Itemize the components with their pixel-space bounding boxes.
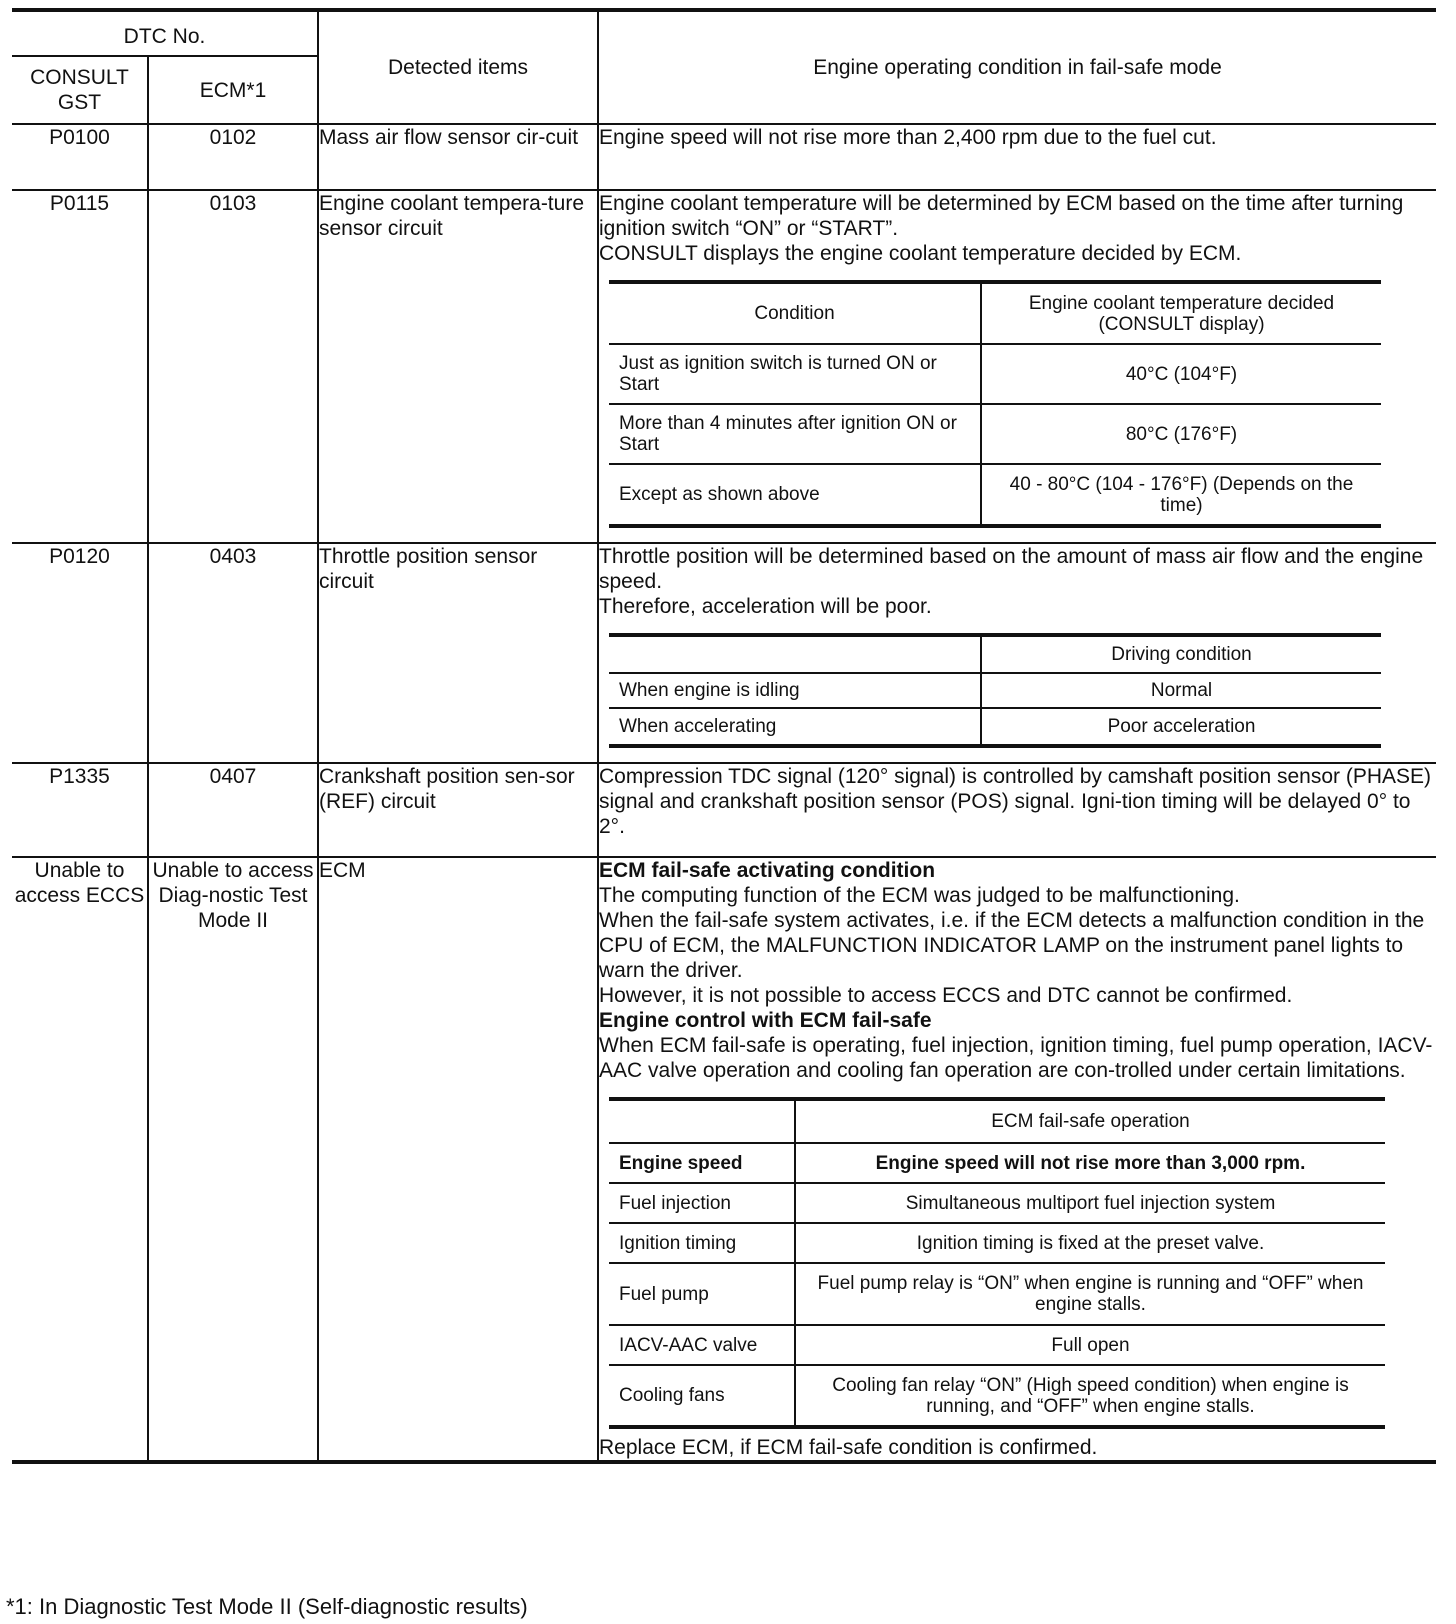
detected-item: ECM	[318, 857, 598, 1462]
ecm-code: 0403	[148, 543, 318, 763]
engine-condition-text: Throttle position will be determined based on the amount of mass air flow and the engine speed. Therefore, acceleration will be poor.	[599, 545, 1424, 618]
ecm-code: 0103	[148, 190, 318, 543]
subtable-cell: Fuel injection	[609, 1183, 795, 1223]
ecm-code: Unable to access Diag-nostic Test Mode II	[148, 857, 318, 1462]
section-heading: ECM fail-safe activating condition	[599, 859, 936, 882]
table-row	[12, 763, 1436, 857]
ecm-code: 0407	[148, 763, 318, 857]
consult-code: Unable to access ECCS	[12, 857, 148, 1462]
ecm-code: 0102	[148, 124, 318, 190]
engine-condition-text: Compression TDC signal (120° signal) is controlled by camshaft position sensor (PHASE) signal and crankshaft position sensor (POS) signal. Igni-tion timing will be delayed 0° to 2°.	[598, 763, 1436, 857]
engine-condition-text: Engine coolant temperature will be determined by ECM based on the time after turning ignition switch “ON” or “START”. CONSULT displays the engine coolant temperature decided by ECM.	[599, 192, 1404, 265]
coolant-temp-subtable	[609, 280, 1381, 528]
closing-note: Replace ECM, if ECM fail-safe condition is confirmed.	[599, 1436, 1098, 1459]
subtable-header: ECM fail-safe operation	[795, 1099, 1385, 1143]
subtable-cell: When engine is idling	[609, 673, 981, 708]
subtable-cell: Fuel pump relay is “ON” when engine is running and “OFF” when engine stalls.	[795, 1263, 1385, 1325]
subtable-cell: Normal	[981, 673, 1381, 708]
detected-item: Engine coolant tempera-ture sensor circuit	[318, 190, 598, 543]
fail-safe-table	[12, 8, 1436, 1464]
subtable-header: Condition	[609, 282, 981, 344]
subtable-cell: Except as shown above	[609, 464, 981, 526]
ecm-failsafe-subtable	[609, 1097, 1385, 1429]
subtable-header: Driving condition	[981, 635, 1381, 673]
footnote: *1: In Diagnostic Test Mode II (Self-diagnostic results)	[6, 1594, 528, 1619]
engine-condition-text: The computing function of the ECM was judged to be malfunctioning. When the fail-safe system activates, i.e. if the ECM detects a malfunction condition in the CPU of ECM, the MALFUNCTION INDICATOR LAMP on the instrument panel lights to warn the driver. However, it is not possible to access ECCS and DTC cannot be confirmed.	[599, 884, 1425, 1007]
subtable-cell: Cooling fans	[609, 1365, 795, 1427]
engine-condition-text: When ECM fail-safe is operating, fuel injection, ignition timing, fuel pump operation, IACV-AAC valve operation and cooling fan operation are con-trolled under certain limitations.	[599, 1034, 1433, 1082]
consult-code: P0100	[12, 124, 148, 190]
header-consult-gst: CONSULT GST	[12, 56, 148, 124]
subtable-cell: 40 - 80°C (104 - 176°F) (Depends on the time)	[981, 464, 1381, 526]
section-heading: Engine control with ECM fail-safe	[599, 1009, 932, 1032]
subtable-cell: Engine speed will not rise more than 3,000 rpm.	[795, 1143, 1385, 1183]
subtable-cell: Simultaneous multiport fuel injection system	[795, 1183, 1385, 1223]
subtable-cell: 80°C (176°F)	[981, 404, 1381, 464]
subtable-cell: Cooling fan relay “ON” (High speed condition) when engine is running, and “OFF” when engine stalls.	[795, 1365, 1385, 1427]
subtable-cell: Ignition timing	[609, 1223, 795, 1263]
table-row	[12, 190, 1436, 543]
subtable-cell: Fuel pump	[609, 1263, 795, 1325]
consult-code: P0120	[12, 543, 148, 763]
header-detected-items: Detected items	[318, 10, 598, 124]
table-row	[12, 124, 1436, 190]
subtable-cell: When accelerating	[609, 708, 981, 746]
table-row	[12, 857, 1436, 1462]
subtable-cell: 40°C (104°F)	[981, 344, 1381, 404]
subtable-header: Engine coolant temperature decided (CONSULT display)	[981, 282, 1381, 344]
subtable-header	[609, 1099, 795, 1143]
subtable-cell: Engine speed	[609, 1143, 795, 1183]
header-dtc-no: DTC No.	[12, 10, 318, 56]
header-ecm: ECM*1	[148, 56, 318, 124]
detected-item: Crankshaft position sen-sor (REF) circuit	[318, 763, 598, 857]
header-engine-condition: Engine operating condition in fail-safe mode	[598, 10, 1436, 124]
detected-item: Throttle position sensor circuit	[318, 543, 598, 763]
subtable-cell: Just as ignition switch is turned ON or Start	[609, 344, 981, 404]
consult-code: P0115	[12, 190, 148, 543]
consult-code: P1335	[12, 763, 148, 857]
subtable-cell: Poor acceleration	[981, 708, 1381, 746]
subtable-header	[609, 635, 981, 673]
subtable-cell: Full open	[795, 1325, 1385, 1365]
engine-condition-text: Engine speed will not rise more than 2,400 rpm due to the fuel cut.	[598, 124, 1436, 190]
subtable-cell: IACV-AAC valve	[609, 1325, 795, 1365]
subtable-cell: More than 4 minutes after ignition ON or Start	[609, 404, 981, 464]
detected-item: Mass air flow sensor cir-cuit	[318, 124, 598, 190]
throttle-subtable	[609, 633, 1381, 748]
table-row	[12, 543, 1436, 763]
subtable-cell: Ignition timing is fixed at the preset valve.	[795, 1223, 1385, 1263]
